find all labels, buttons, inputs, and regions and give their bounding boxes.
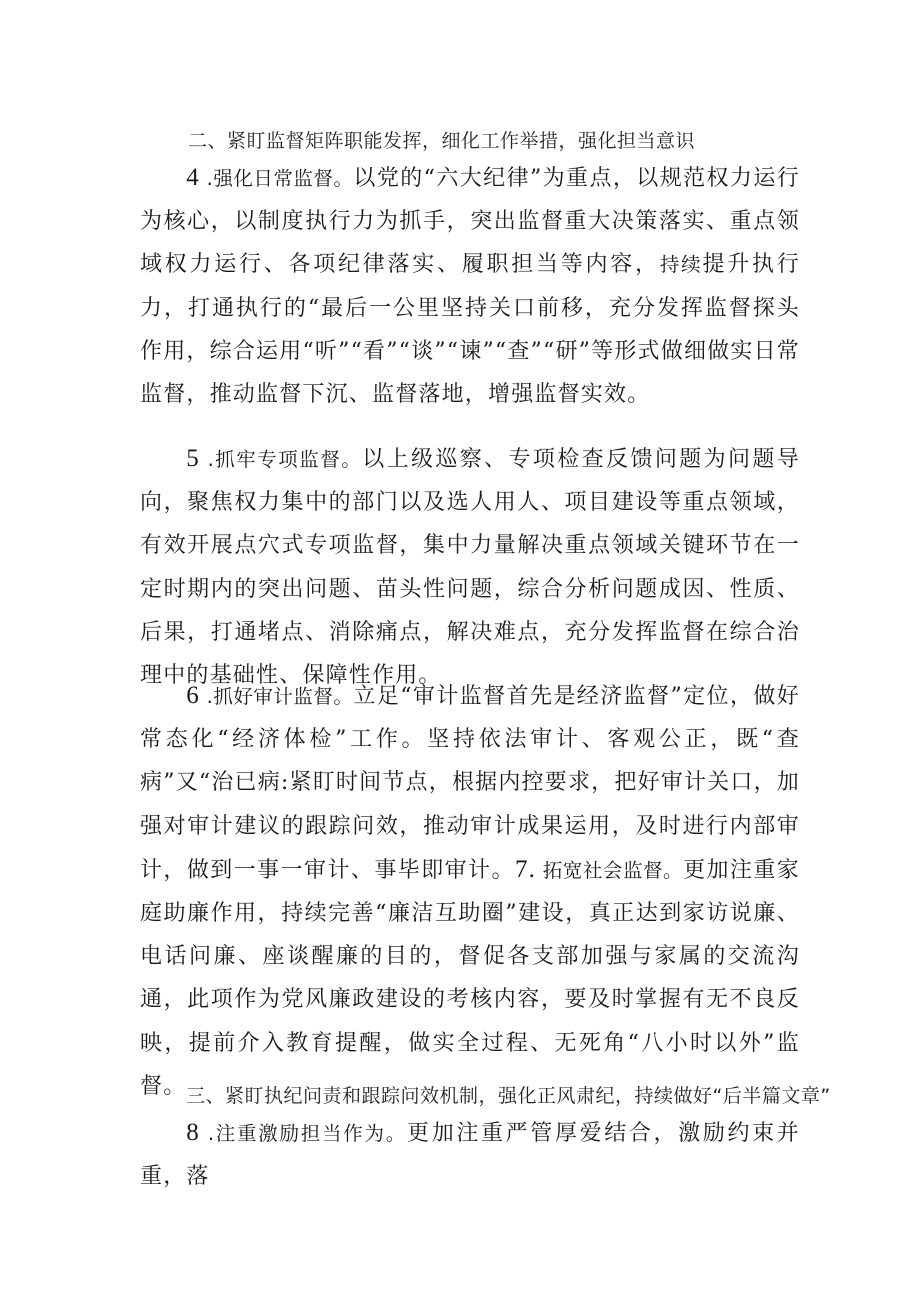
item-number: 8 [186,1119,200,1146]
item-number: 4 [186,164,200,191]
emphasis-text: 持续 [659,253,703,277]
paragraph-item-6 [140,674,800,1108]
paragraph-text: 以党的“六大纪律”为重点，以规范权力运行为核心，以制度执行力为抓手，突出监督重大决策落实、重点领域权力运行、各项纪律落实、履职担当等内容， [140,166,800,278]
paragraph-text: 提升执行力，打通执行的“最后一公里坚持关口前移，充分发挥监督探头作用，综合运用“听”“看”“谈”“谏”“查”“研”等形式做细做实日常监督，推动监督下沉、监督落地，增强监督实效。 [140,252,800,408]
section-heading-2: 二、紧盯监督矩阵职能发挥，细化工作举措，强化担当意识 [188,130,696,152]
paragraph-text: 以上级巡察、专项检查反馈问题为问题导向，聚焦权力集中的部门以及选人用人、项目建设等重点领域，有效开展点穴式专项监督，集中力量解决重点领域关键环节在一定时期内的突出问题、苗头性问题，综合分析问题成因、性质、后果，打通堵点、消除痛点，解决难点，充分发挥监督在综合治理中的基础性、保障性作用。 [140,447,800,689]
item-title: .注重激励担当作为。 [199,1122,408,1145]
paragraph-item-8 [140,1111,800,1198]
paragraph-text: 立足“审计监督首先是经济监督”定位，做好常态化“经济体检”工作。坚持依法审计、客观公正，既“查病”又“治已病:紧盯时间节点，根据内控要求，把好审计关口，加强对审计建议的跟踪问效，推动审计成果运用，及时进行内部审计，做到一事一审计、事毕即审计。 [140,684,800,883]
item-number: 5 [186,445,200,472]
paragraph-text: 更加注重家庭助廉作用，持续完善“廉洁互助圈”建设，真正达到家访说廉、电话问廉、座谈醒廉的目的，督促各支部加强与家属的交流沟通，此项作为党风廉政建设的考核内容，要及时掌握有无不良反映，提前介入教育提醒，做实全过程、无死角“八小时以外”监督。 [140,857,800,1099]
paragraph-item-4 [140,156,800,416]
paragraph-text: 更加注重严管厚爱结合，激励约束并重，落 [140,1121,800,1190]
item-title: .抓牢专项监督。 [199,448,363,471]
item-title: .强化日常监督。 [199,167,354,190]
item-number: 7. [514,855,537,883]
paragraph-item-5 [140,437,800,697]
section-heading-3: 三、紧盯执纪问责和跟踪问效机制，强化正风肃纪，持续做好“后半篇文章” [186,1085,831,1107]
item-number: 6 [186,682,200,709]
item-title: .抓好审计监督。 [199,685,354,708]
item-title: 拓宽社会监督。 [536,858,684,882]
